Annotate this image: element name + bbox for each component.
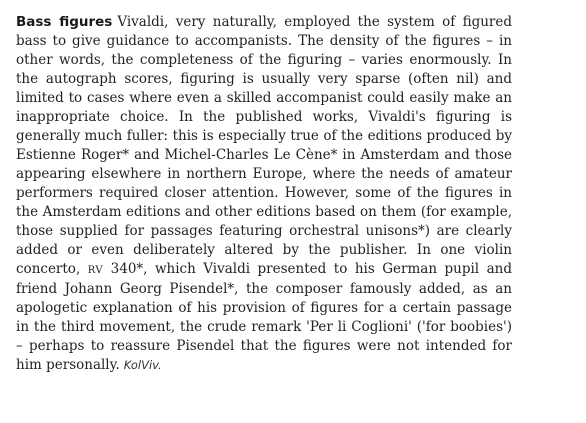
entry-headword: Bass figures [16, 14, 113, 30]
entry-text-part-2: , which Vivaldi presented to his German pupil and friend Johann Georg Pisendel*, the composer famously added, as an apologetic explanation of his provision of figures for a certain passage in the third movement, the crude remark 'Per li Coglioni' ('for boobies') – perhaps to reassure Pisendel that the figures were not intended for him personally. [16, 261, 513, 373]
rv-catalogue-number: 340* [110, 261, 144, 277]
source-abbreviation: KolViv. [123, 358, 162, 372]
rv-catalogue-prefix: RV [87, 265, 104, 276]
entry-paragraph [16, 13, 512, 375]
entry-text-part-1: Vivaldi, very naturally, employed the system of figured bass to give guidance to accompanists. The density of the figures – in other words, the completeness of the figuring – varies enormously. In the autograph scores, figuring is usually very sparse (often nil) and limited to cases where even a skilled accompanist could easily make an inappropriate choice. In the published works, Vivaldi's figuring is generally much fuller: this is especially true of the editions produced by Estienne Roger* and Michel-Charles Le Cène* in Amsterdam and those appearing elsewhere in northern Europe, where the needs of amateur performers required closer attention. However, some of the figures in the Amsterdam editions and other editions based on them (for example, those supplied for passages featuring orchestral unisons*) are clearly added or even deliberately altered by the publisher. In one violin concerto, [16, 14, 512, 277]
document-page [16, 13, 512, 375]
